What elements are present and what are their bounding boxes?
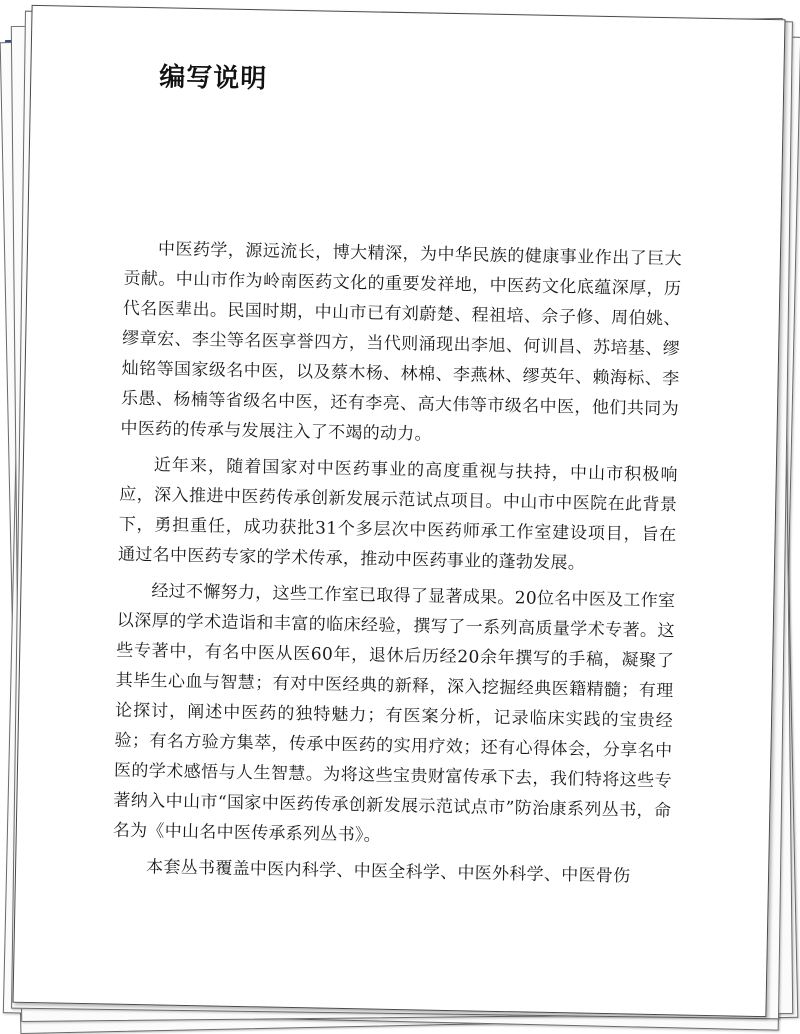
paragraph-3: 经过不懈努力，这些工作室已取得了显著成果。20位名中医及工作室以深厚的学术造诣和丰富的临床经验，撰写了一系列高质量学术专著。这些专著中，有名中医从医60年，退休后历经20余年撰写的手稿，凝聚了其毕生心血与智慧；有对中医经典的新释，深入挖掘经典医籍精髓；有理论探讨，阐述中医药的独特魅力；有医案分析，记录临床实践的宝贵经验；有名方验方集萃，传承中医药的实用疗效；还有心得体会，分享名中医的学术感悟与人生智慧。为将这些宝贵财富传承下去，我们特将这些专著纳入中山市“国家中医药传承创新发展示范试点市”防治康系列丛书，命名为《中山名中医传承系列丛书》。: [112, 581, 676, 846]
paragraph-1: 中医药学，源远流长，博大精深，为中华民族的健康事业作出了巨大贡献。中山市作为岭南医药文化的重要发祥地，中医药文化底蕴深厚，历代名医辈出。民国时期，中山市已有刘蔚楚、程祖培、佘子修、周伯姚、缪章宏、李尘等名医享誉四方，当代则涌现出李旭、何训昌、苏培基、缪灿铭等国家级名中医，以及蔡木杨、林棉、李燕林、缪英年、赖海标、李乐愚、杨楠等省级名中医，还有李亮、高大伟等市级名中医，他们共同为中医药的传承与发展注入了不竭的动力。: [120, 239, 683, 445]
page-title: 编写说明: [158, 62, 268, 95]
paragraph-2: 近年来，随着国家对中医药事业的高度重视与扶持，中山市积极响应，深入推进中医药传承创新发展示范试点项目。中山市中医院在此背景下，勇担重任，成功获批31个多层次中医药师承工作室建设项目，旨在通过名中医药专家的学术传承，推动中医药事业的蓬勃发展。: [117, 455, 678, 574]
document-page: [12, 5, 785, 1017]
body-text: [112, 234, 682, 899]
paragraph-4: 本套丛书覆盖中医内科学、中医全科学、中医外科学、中医骨伤: [145, 857, 631, 887]
